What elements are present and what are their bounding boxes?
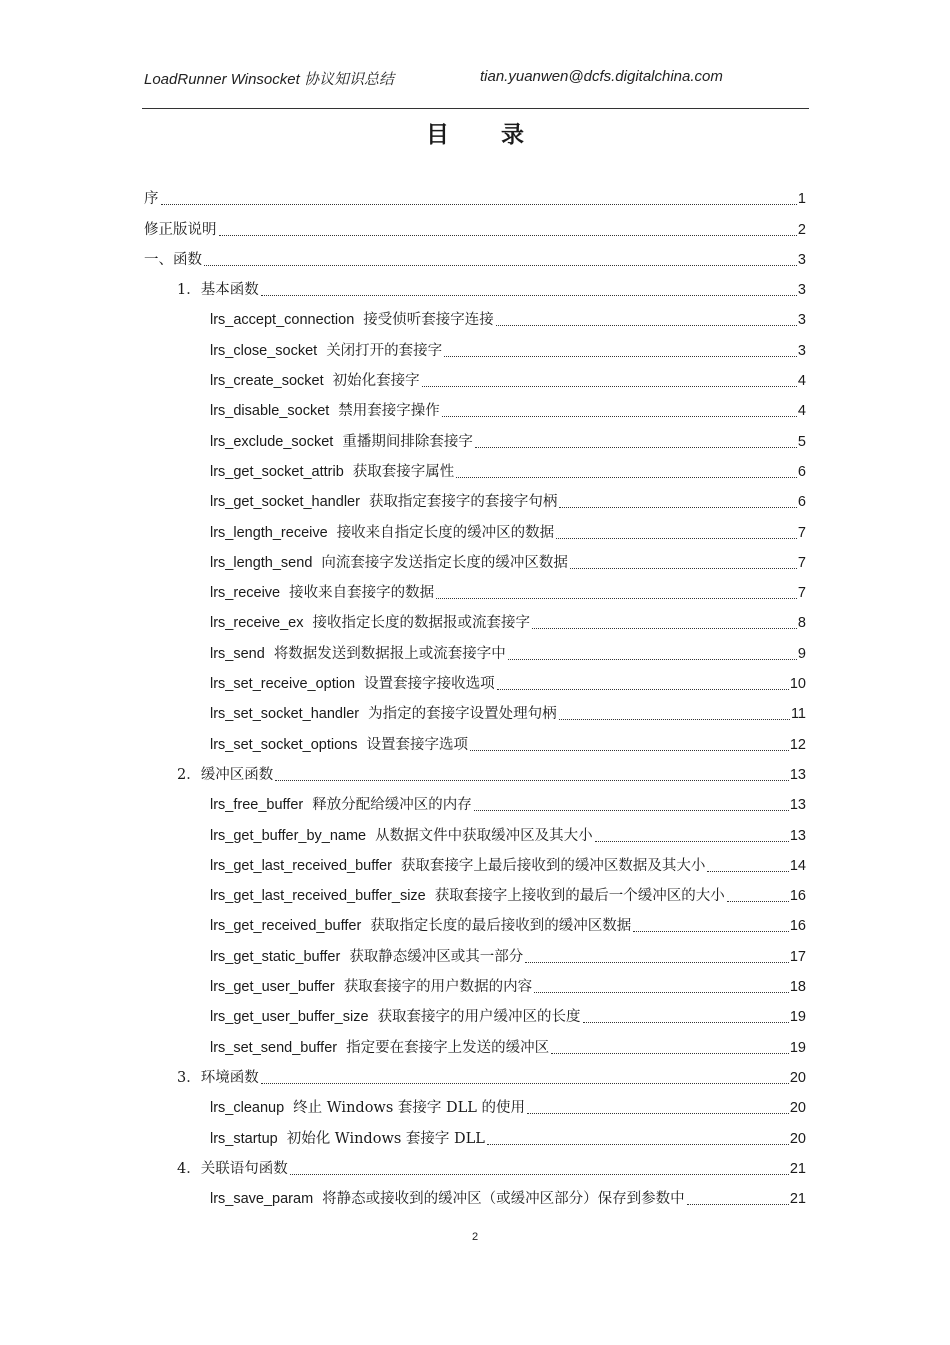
function-description: 接收来自套接字的数据 <box>289 585 435 602</box>
toc-entry[interactable] <box>144 1120 806 1150</box>
toc-page-number: 6 <box>797 463 806 480</box>
function-name: lrs_get_static_buffer <box>210 948 341 965</box>
toc-entry[interactable] <box>144 1029 806 1059</box>
function-description: 接收指定长度的数据报或流套接字 <box>312 615 530 632</box>
toc-entry-title <box>210 310 494 332</box>
toc-entry[interactable] <box>144 757 806 787</box>
dot-leader <box>436 598 797 599</box>
toc-entry[interactable] <box>144 787 806 817</box>
toc-page-number: 11 <box>790 706 806 723</box>
toc-entry-title <box>210 432 473 454</box>
toc-entry-title <box>210 916 631 938</box>
dot-leader <box>456 477 797 478</box>
toc-page-number: 10 <box>789 676 806 693</box>
function-name: lrs_get_last_received_buffer_size <box>210 888 426 905</box>
function-name: lrs_get_buffer_by_name <box>210 827 367 844</box>
toc-entry[interactable] <box>144 332 806 362</box>
toc-entry[interactable] <box>144 726 806 756</box>
toc-entry[interactable] <box>144 302 806 332</box>
toc-page-number: 9 <box>797 645 806 662</box>
section-title: 3．环境函数 <box>177 1069 259 1086</box>
dot-leader <box>275 780 789 781</box>
function-name: lrs_set_socket_options <box>210 736 358 753</box>
function-description: 禁用套接字操作 <box>338 403 440 420</box>
page-number: 2 <box>471 1231 479 1243</box>
toc-entry-title <box>210 947 523 969</box>
toc-entry-title <box>210 492 557 514</box>
dot-leader <box>261 295 797 296</box>
function-description: 释放分配给缓冲区的内存 <box>312 797 472 814</box>
dot-leader <box>633 931 789 932</box>
function-description: 初始化 Windows 套接字 DLL <box>286 1130 485 1147</box>
toc-entry[interactable] <box>144 181 806 211</box>
function-name: lrs_create_socket <box>210 373 324 390</box>
toc-entry-title <box>210 1007 581 1029</box>
toc-entry[interactable] <box>144 666 806 696</box>
function-name: lrs_get_user_buffer_size <box>210 1009 369 1026</box>
function-name: lrs_length_receive <box>210 524 328 541</box>
toc-page-number: 7 <box>797 524 806 541</box>
toc-page-number: 19 <box>789 1039 806 1056</box>
toc-entry-title <box>210 977 532 999</box>
section-title: 序 <box>144 191 159 208</box>
dot-leader <box>707 871 788 872</box>
toc-entry[interactable] <box>144 242 806 272</box>
toc-heading: 目 录 <box>425 122 546 148</box>
dot-leader <box>442 416 797 417</box>
function-description: 获取套接字属性 <box>352 463 455 480</box>
toc-page-number: 12 <box>789 736 806 753</box>
toc-page-number: 2 <box>797 221 806 238</box>
function-description: 初始化套接字 <box>332 373 420 390</box>
function-name: lrs_disable_socket <box>210 403 330 420</box>
toc-page-number: 6 <box>797 494 806 511</box>
toc-entry[interactable] <box>144 878 806 908</box>
toc-entry[interactable] <box>144 938 806 968</box>
section-title: 修正版说明 <box>144 221 217 238</box>
toc-entry[interactable] <box>144 848 806 878</box>
function-description: 为指定的套接字设置处理句柄 <box>368 706 557 723</box>
toc-page-number: 3 <box>797 251 806 268</box>
toc-page-number: 18 <box>789 979 806 996</box>
toc-entry-title <box>210 341 442 363</box>
toc-entry-title <box>210 886 725 908</box>
toc-page-number: 13 <box>789 797 806 814</box>
dot-leader <box>422 386 797 387</box>
toc-entry[interactable] <box>144 817 806 847</box>
toc-entry[interactable] <box>144 484 806 514</box>
toc-entry[interactable] <box>144 272 806 302</box>
toc-page-number: 7 <box>797 554 806 571</box>
toc-entry[interactable] <box>144 545 806 575</box>
dot-leader <box>497 689 789 690</box>
toc-entry[interactable] <box>144 908 806 938</box>
function-description: 重播期间排除套接字 <box>342 433 473 450</box>
dot-leader <box>570 568 797 569</box>
dot-leader <box>219 235 797 236</box>
toc-entry[interactable] <box>144 1060 806 1090</box>
dot-leader <box>534 992 789 993</box>
function-description: 设置套接字接收选项 <box>364 676 495 693</box>
function-name: lrs_set_receive_option <box>210 676 356 693</box>
toc-page-number: 3 <box>797 312 806 329</box>
toc-entry-title <box>210 704 557 726</box>
toc-entry[interactable] <box>144 454 806 484</box>
function-name: lrs_set_socket_handler <box>210 706 360 723</box>
toc-entry-title <box>177 765 273 787</box>
toc-entry-title <box>210 644 506 666</box>
function-name: lrs_close_socket <box>210 342 318 359</box>
function-name: lrs_receive <box>210 585 281 602</box>
toc-entry-title <box>210 1098 525 1120</box>
dot-leader <box>290 1174 789 1175</box>
toc-entry-title <box>210 613 530 635</box>
dot-leader <box>161 204 797 205</box>
function-name: lrs_length_send <box>210 554 313 571</box>
toc-page-number: 20 <box>789 1069 806 1086</box>
toc-entry[interactable] <box>144 393 806 423</box>
toc-entry[interactable] <box>144 696 806 726</box>
function-name: lrs_receive_ex <box>210 615 304 632</box>
toc-entry-title <box>210 735 468 757</box>
toc-page-number: 5 <box>797 433 806 450</box>
toc-entry[interactable] <box>144 211 806 241</box>
toc-entry-title <box>210 583 434 605</box>
toc-page-number: 16 <box>789 888 806 905</box>
dot-leader <box>508 659 797 660</box>
function-description: 获取套接字上接收到的最后一个缓冲区的大小 <box>434 888 725 905</box>
toc-entry-title <box>144 250 202 272</box>
toc-entry-title <box>210 674 495 696</box>
function-description: 获取指定套接字的套接字句柄 <box>368 494 558 511</box>
function-name: lrs_get_socket_handler <box>210 494 360 511</box>
toc-page-number: 3 <box>797 282 806 299</box>
function-description: 关闭打开的套接字 <box>326 342 443 359</box>
page-header <box>144 68 810 90</box>
function-description: 向流套接字发送指定长度的缓冲区数据 <box>321 554 568 571</box>
function-name: lrs_set_send_buffer <box>210 1039 338 1056</box>
dot-leader <box>496 325 797 326</box>
toc-entry-title <box>210 553 568 575</box>
header-document-title: LoadRunner Winsocket 协议知识总结 <box>144 71 394 88</box>
toc-page-number: 13 <box>789 827 806 844</box>
dot-leader <box>532 628 797 629</box>
toc-entry-title <box>210 401 440 423</box>
toc-entry[interactable] <box>144 423 806 453</box>
function-description: 设置套接字选项 <box>366 736 468 753</box>
dot-leader <box>551 1053 789 1054</box>
table-of-contents <box>144 181 806 1211</box>
function-name: lrs_send <box>210 645 265 662</box>
function-name: lrs_exclude_socket <box>210 433 334 450</box>
toc-page-number: 1 <box>797 191 806 208</box>
function-description: 接受侦听套接字连接 <box>363 312 494 329</box>
function-description: 接收来自指定长度的缓冲区的数据 <box>336 524 555 541</box>
header-divider <box>142 108 809 109</box>
function-description: 获取静态缓冲区或其一部分 <box>349 948 524 965</box>
function-description: 获取套接字的用户缓冲区的长度 <box>377 1009 581 1026</box>
toc-page-number: 8 <box>797 615 806 632</box>
dot-leader <box>559 507 796 508</box>
dot-leader <box>474 810 789 811</box>
function-name: lrs_accept_connection <box>210 312 355 329</box>
toc-page-number: 13 <box>789 766 806 783</box>
dot-leader <box>595 841 789 842</box>
function-description: 获取套接字的用户数据的内容 <box>343 979 533 996</box>
toc-entry-title <box>210 1038 549 1060</box>
toc-entry[interactable] <box>144 635 806 665</box>
toc-entry-title <box>177 1068 259 1090</box>
toc-entry[interactable] <box>144 1181 806 1211</box>
toc-page-number: 16 <box>789 918 806 935</box>
function-description: 终止 Windows 套接字 DLL 的使用 <box>293 1100 525 1117</box>
dot-leader <box>525 962 789 963</box>
toc-entry[interactable] <box>144 605 806 635</box>
function-name: lrs_get_user_buffer <box>210 979 335 996</box>
dot-leader <box>475 447 797 448</box>
toc-entry-title <box>144 220 217 242</box>
function-name: lrs_get_last_received_buffer <box>210 857 392 874</box>
function-name: lrs_startup <box>210 1130 278 1147</box>
dot-leader <box>487 1144 789 1145</box>
dot-leader <box>687 1204 789 1205</box>
dot-leader <box>727 901 789 902</box>
header-author-email: tian.yuanwen@dcfs.digitalchina.com <box>480 68 723 85</box>
function-name: lrs_get_socket_attrib <box>210 463 344 480</box>
function-description: 将静态或接收到的缓冲区（或缓冲区部分）保存到参数中 <box>322 1191 685 1208</box>
dot-leader <box>444 356 797 357</box>
toc-entry[interactable] <box>144 1151 806 1181</box>
dot-leader <box>527 1113 789 1114</box>
toc-entry-title <box>210 795 472 817</box>
function-description: 将数据发送到数据报上或流套接字中 <box>273 645 506 662</box>
toc-page-number: 17 <box>789 948 806 965</box>
toc-entry-title <box>210 462 454 484</box>
toc-entry[interactable] <box>144 575 806 605</box>
toc-entry[interactable] <box>144 969 806 999</box>
dot-leader <box>470 750 789 751</box>
toc-page-number: 21 <box>789 1191 806 1208</box>
toc-entry-title <box>210 523 554 545</box>
toc-entry-title <box>177 280 259 302</box>
section-title: 一、函数 <box>144 251 202 268</box>
toc-entry-title <box>144 189 159 211</box>
toc-page-number: 3 <box>797 342 806 359</box>
toc-entry-title <box>210 371 420 393</box>
dot-leader <box>556 538 797 539</box>
function-description: 获取指定长度的最后接收到的缓冲区数据 <box>370 918 632 935</box>
toc-page-number: 20 <box>789 1100 806 1117</box>
toc-entry[interactable] <box>144 999 806 1029</box>
dot-leader <box>583 1022 789 1023</box>
function-name: lrs_free_buffer <box>210 797 304 814</box>
dot-leader <box>559 719 790 720</box>
section-title: 4．关联语句函数 <box>177 1160 288 1177</box>
dot-leader <box>204 265 797 266</box>
function-name: lrs_cleanup <box>210 1100 285 1117</box>
function-description: 指定要在套接字上发送的缓冲区 <box>346 1039 550 1056</box>
toc-page-number: 4 <box>797 373 806 390</box>
toc-entry[interactable] <box>144 1090 806 1120</box>
function-name: lrs_get_received_buffer <box>210 918 362 935</box>
toc-entry-title <box>210 856 705 878</box>
toc-entry-title <box>210 1129 485 1151</box>
function-description: 从数据文件中获取缓冲区及其大小 <box>375 827 593 844</box>
toc-entry-title <box>177 1159 288 1181</box>
toc-page-number: 4 <box>797 403 806 420</box>
toc-page-number: 21 <box>789 1160 806 1177</box>
dot-leader <box>261 1083 789 1084</box>
section-title: 2．缓冲区函数 <box>177 766 274 783</box>
toc-entry[interactable] <box>144 363 806 393</box>
toc-page-number: 19 <box>789 1009 806 1026</box>
toc-page-number: 20 <box>789 1130 806 1147</box>
toc-entry-title <box>210 826 593 848</box>
toc-entry-title <box>210 1189 685 1211</box>
function-description: 获取套接字上最后接收到的缓冲区数据及其大小 <box>400 857 706 874</box>
function-name: lrs_save_param <box>210 1191 314 1208</box>
toc-page-number: 14 <box>789 857 806 874</box>
toc-page-number: 7 <box>797 585 806 602</box>
toc-entry[interactable] <box>144 514 806 544</box>
section-title: 1．基本函数 <box>177 282 259 299</box>
